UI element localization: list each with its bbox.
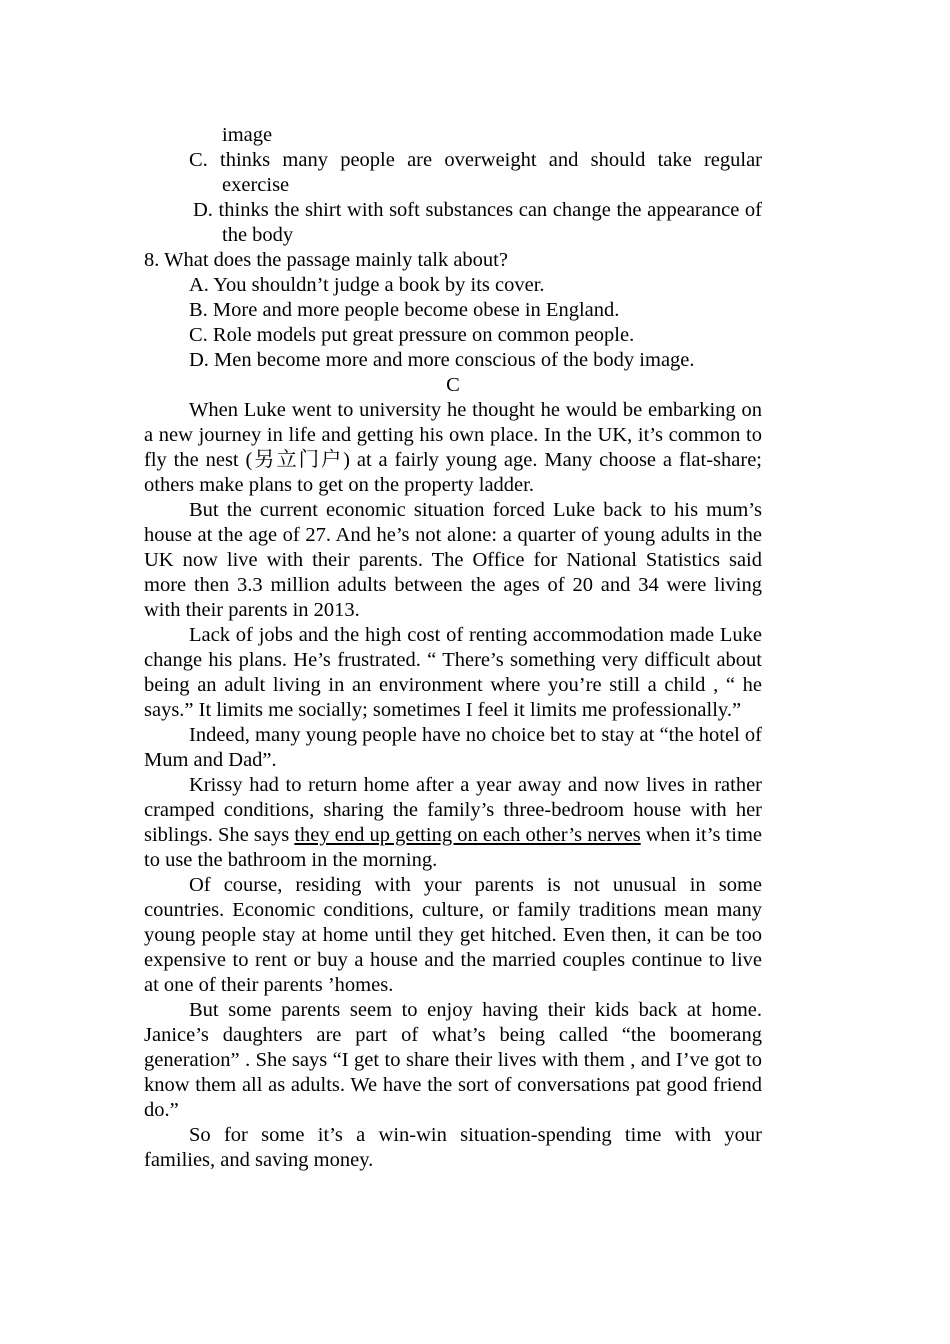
q8-question: 8. What does the passage mainly talk about? bbox=[144, 249, 508, 271]
p5-text-before: Krissy had to return home after a year away and now lives in rather cramped conditions, sharing the family’s three-bedroom house with her siblings. She says bbox=[144, 774, 762, 846]
q8-option-d: D. Men become more and more conscious of the body image. bbox=[189, 349, 695, 371]
passage-paragraph-3: Lack of jobs and the high cost of renting accommodation made Luke change his plans. He’s frustrated. “ There’s something very difficult about being an adult living in an environment where you’re still a child , “ he says.” It limits me socially; sometimes I feel it limits me professionally.” bbox=[144, 624, 762, 721]
q7-option-b-continuation: image bbox=[222, 124, 273, 146]
q8-option-c: C. Role models put great pressure on common people. bbox=[189, 324, 635, 346]
passage-paragraph-1: When Luke went to university he thought he would be embarking on a new journey in life and getting his own place. In the UK, it’s common to fly the nest (另立门户) at a fairly young age. Many choose a flat-share; others make plans to get on the property ladder. bbox=[144, 399, 762, 496]
passage-paragraph-7: But some parents seem to enjoy having their kids back at home. Janice’s daughters are part of what’s being called “the boomerang generation” . She says “I get to share their lives with them , and I’ve got to know them all as adults. We have the sort of conversations pat good friend do.” bbox=[144, 999, 762, 1121]
passage-paragraph-5 bbox=[144, 773, 762, 873]
passage-paragraph-8: So for some it’s a win-win situation-spending time with your families, and saving money. bbox=[144, 1124, 762, 1171]
document-page bbox=[144, 123, 762, 1173]
passage-paragraph-4: Indeed, many young people have no choice bet to stay at “the hotel of Mum and Dad”. bbox=[144, 724, 762, 771]
q8-option-a: A. You shouldn’t judge a book by its cover. bbox=[189, 274, 545, 296]
q7-option-c: C. thinks many people are overweight and should take regular exercise bbox=[189, 149, 762, 196]
p5-text-after: when it’s time to use the bathroom in the morning. bbox=[144, 824, 762, 871]
passage-paragraph-2: But the current economic situation forced Luke back to his mum’s house at the age of 27. And he’s not alone: a quarter of young adults in the UK now live with their parents. The Office for National Statistics said more then 3.3 million adults between the ages of 20 and 34 were living with their parents in 2013. bbox=[144, 499, 762, 621]
passage-paragraph-6: Of course, residing with your parents is not unusual in some countries. Economic conditions, culture, or family traditions mean many young people stay at home until they get hitched. Even then, it can be too expensive to rent or buy a house and the married couples continue to live at one of their parents ’homes. bbox=[144, 874, 762, 996]
q8-option-b: B. More and more people become obese in England. bbox=[189, 299, 620, 321]
underlined-phrase: they end up getting on each other’s nerves bbox=[294, 824, 641, 846]
q7-option-d: D. thinks the shirt with soft substances can change the appearance of the body bbox=[193, 199, 762, 246]
section-label: C bbox=[446, 374, 460, 396]
